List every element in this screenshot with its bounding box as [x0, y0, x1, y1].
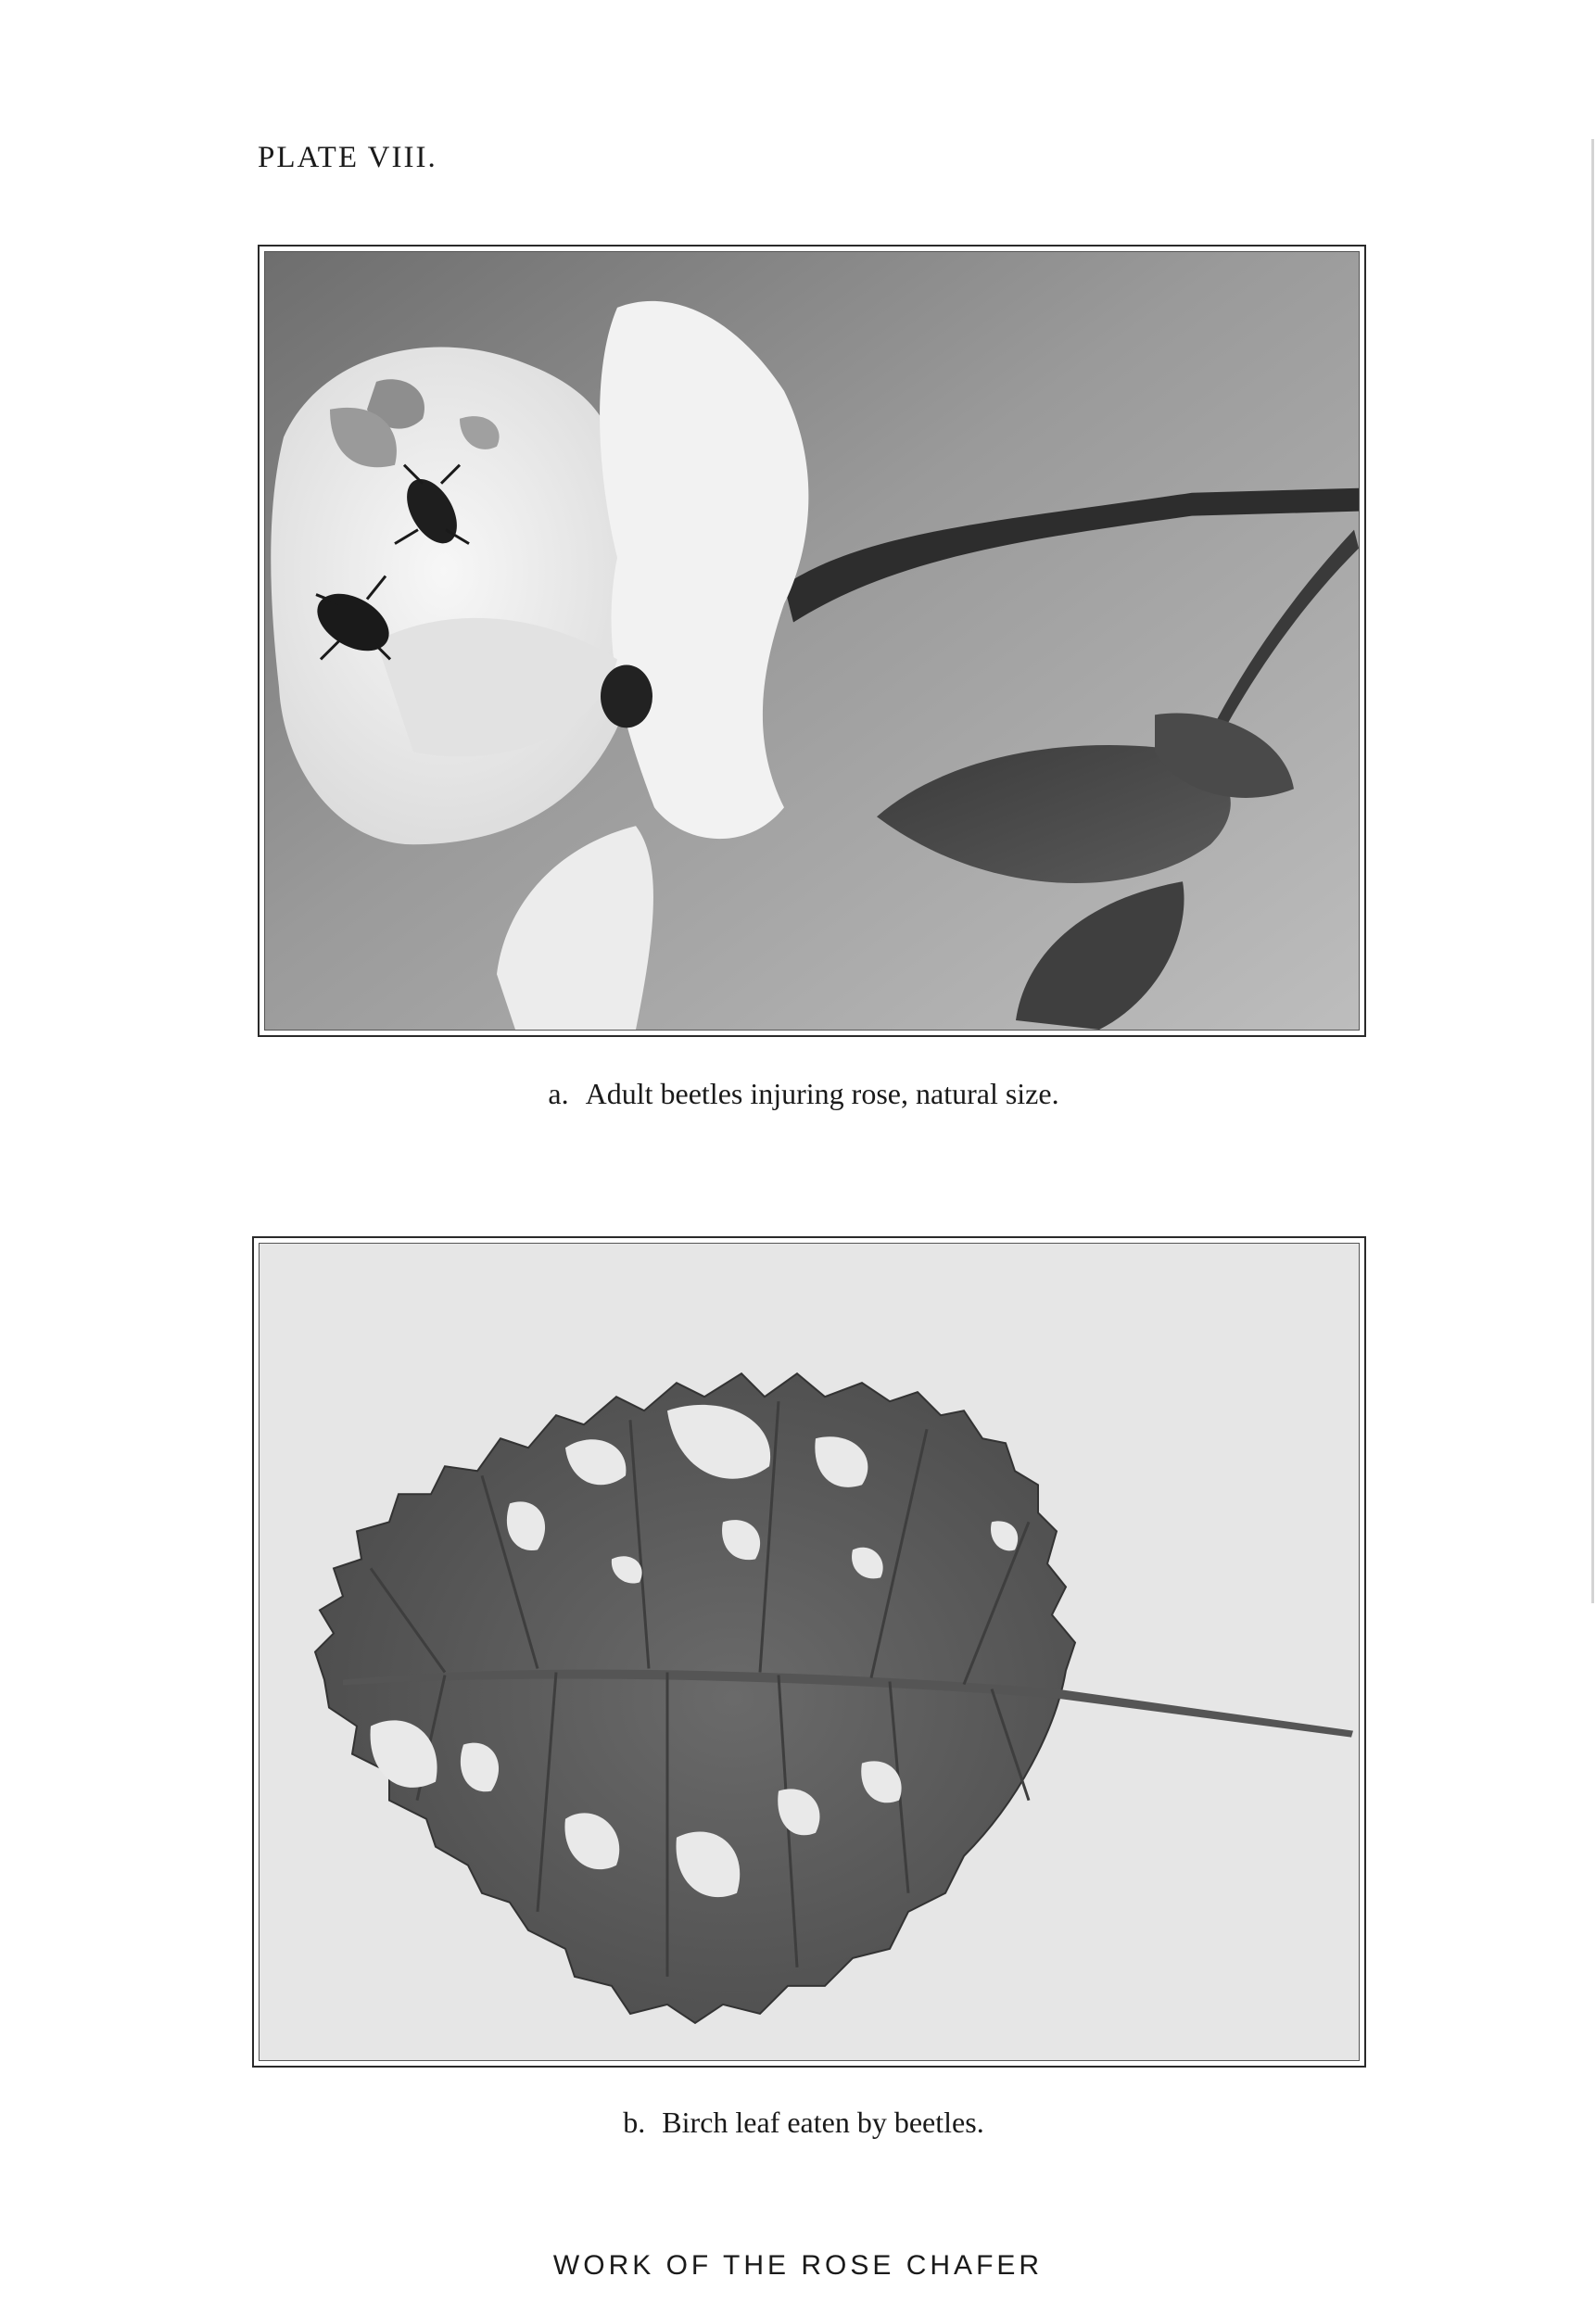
figure-a-photo	[264, 251, 1360, 1031]
figure-b-photo	[259, 1243, 1360, 2061]
beetle	[601, 664, 652, 727]
rose-beetles-illustration	[265, 252, 1359, 1030]
figure-a-caption-text: Adult beetles injuring rose, natural size.	[585, 1077, 1059, 1110]
figure-b-caption	[0, 2106, 1596, 2140]
page-edge	[1591, 139, 1594, 1603]
birch-leaf-illustration	[260, 1244, 1359, 2060]
figure-a-caption	[0, 1077, 1596, 1111]
figure-b-label: b.	[623, 2106, 646, 2139]
figure-b-caption-text: Birch leaf eaten by beetles.	[662, 2106, 984, 2139]
plate-title: WORK OF THE ROSE CHAFER	[552, 2250, 1044, 2281]
figure-b-frame	[252, 1236, 1366, 2068]
figure-a-label: a.	[548, 1077, 569, 1110]
plate-number: PLATE VIII.	[258, 141, 437, 174]
figure-a-frame	[258, 245, 1366, 1037]
